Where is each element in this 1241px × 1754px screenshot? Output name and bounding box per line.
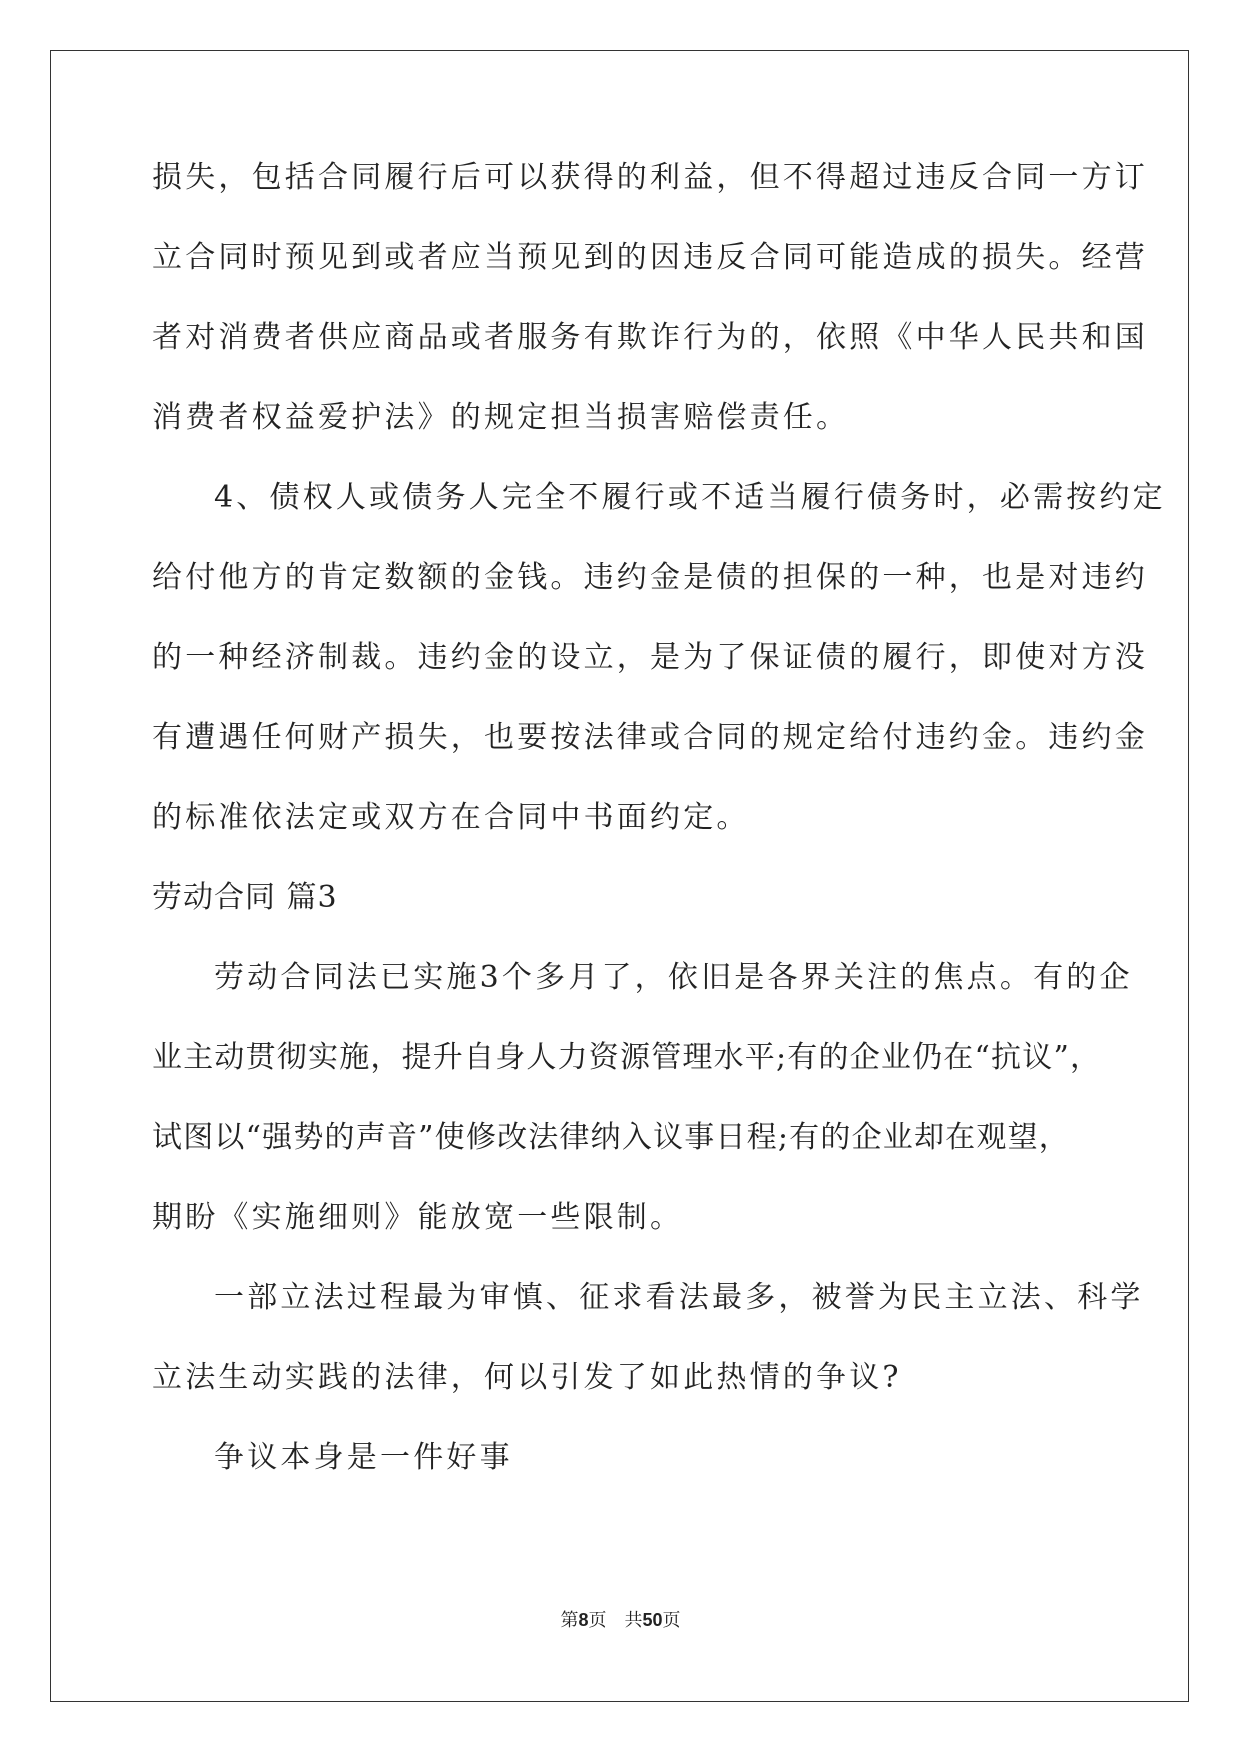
paragraph-line: 给付他方的肯定数额的金钱。违约金是债的担保的一种，也是对违约 bbox=[152, 560, 1148, 595]
paragraph-line: 立法生动实践的法律，何以引发了如此热情的争议? bbox=[152, 1360, 902, 1395]
page-mid-text: 页 共 bbox=[588, 1610, 643, 1631]
page-footer bbox=[0, 1606, 1241, 1632]
paragraph-line: 立合同时预见到或者应当预见到的因违反合同可能造成的损失。经营 bbox=[152, 240, 1148, 275]
paragraph-line: 损失，包括合同履行后可以获得的利益，但不得超过违反合同一方订 bbox=[152, 160, 1148, 195]
paragraph-line: 业主动贯彻实施，提升自身人力资源管理水平;有的企业仍在“抗议”， bbox=[152, 1040, 1102, 1075]
paragraph-line: 者对消费者供应商品或者服务有欺诈行为的，依照《中华人民共和国 bbox=[152, 320, 1148, 355]
page-current-number: 8 bbox=[578, 1610, 589, 1630]
page-total-number: 50 bbox=[642, 1610, 663, 1630]
paragraph-line: 的一种经济制裁。违约金的设立，是为了保证债的履行，即使对方没 bbox=[152, 640, 1148, 675]
paragraph-line: 期盼《实施细则》能放宽一些限制。 bbox=[152, 1200, 684, 1235]
page-suffix: 页 bbox=[662, 1610, 681, 1631]
paragraph-line: 一部立法过程最为审慎、征求看法最多，被誉为民主立法、科学 bbox=[214, 1280, 1144, 1315]
paragraph-line: 消费者权益爱护法》的规定担当损害赔偿责任。 bbox=[152, 400, 850, 435]
paragraph-line: 有遭遇任何财产损失，也要按法律或合同的规定给付违约金。违约金 bbox=[152, 720, 1148, 755]
document-body bbox=[152, 158, 1166, 1518]
paragraph-line: 试图以“强势的声音”使修改法律纳入议事日程;有的企业却在观望， bbox=[152, 1120, 1070, 1155]
paragraph-line: 争议本身是一件好事 bbox=[214, 1440, 513, 1475]
paragraph-line: 4、债权人或债务人完全不履行或不适当履行债务时，必需按约定 bbox=[214, 480, 1166, 515]
section-heading: 劳动合同 篇3 bbox=[152, 880, 338, 915]
paragraph-line: 的标准依法定或双方在合同中书面约定。 bbox=[152, 800, 750, 835]
page-prefix: 第 bbox=[560, 1610, 579, 1631]
paragraph-line: 劳动合同法已实施3个多月了，依旧是各界关注的焦点。有的企 bbox=[214, 960, 1133, 995]
